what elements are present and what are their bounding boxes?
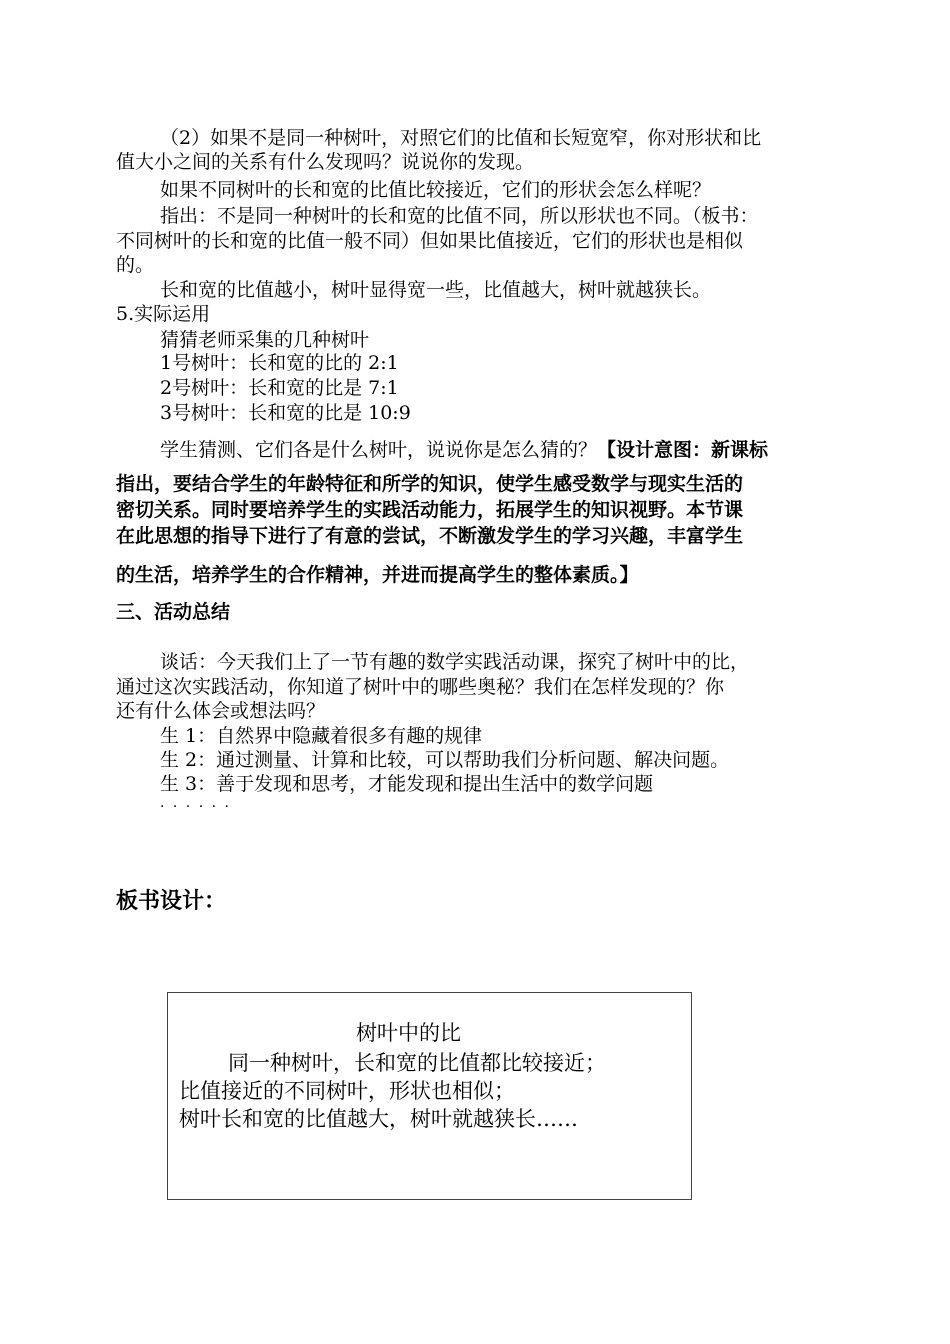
section-5-title: 5.实际运用 [116, 303, 211, 325]
talk-line-2: 通过这次实践活动，你知道了树叶中的哪些奥秘？我们在怎样发现的？你 [116, 676, 725, 698]
question-2-line-2: 值大小之间的关系有什么发现吗？说说你的发现。 [116, 151, 535, 173]
question-3: 如果不同树叶的长和宽的比值比较接近，它们的形状会怎么样呢？ [160, 179, 712, 201]
leaf-item-2: 2号树叶：长和宽的比是 7:1 [160, 377, 399, 399]
design-intent-start: 【设计意图：新课标 [597, 439, 769, 461]
design-intent-line-4: 的生活，培养学生的合作精神，并进而提高学生的整体素质。】 [116, 564, 639, 586]
section-summary-title: 三、活动总结 [116, 601, 231, 623]
board-design-heading: 板书设计： [116, 889, 227, 914]
leaf-item-1: 1号树叶：长和宽的比的 2:1 [160, 352, 399, 374]
board-line-2: 比值接近的不同树叶，形状也相似； [179, 1079, 515, 1103]
design-intent-line-3: 在此思想的指导下进行了有意的尝试，不断激发学生的学习兴趣，丰富学生 [116, 525, 744, 547]
point-out-line-1: 指出：不是同一种树叶的长和宽的比值不同，所以形状也不同。（板书： [160, 205, 759, 227]
board-line-1: 同一种树叶，长和宽的比值都比较接近； [228, 1051, 606, 1075]
student-guess-text: 学生猜测、它们各是什么树叶，说说你是怎么猜的？ [160, 439, 598, 461]
student-guess-line [160, 438, 768, 462]
board-line-3: 树叶长和宽的比值越大，树叶就越狭长…… [179, 1107, 578, 1131]
talk-line-1: 谈话：今天我们上了一节有趣的数学实践活动课，探究了树叶中的比， [160, 651, 750, 673]
design-intent-line-1: 指出，要结合学生的年龄特征和所学的知识，使学生感受数学与现实生活的 [116, 473, 744, 495]
point-out-line-2: 不同树叶的长和宽的比值一般不同）但如果比值接近，它们的形状也是相似 [116, 230, 744, 252]
conclusion-text: 长和宽的比值越小，树叶显得宽一些，比值越大，树叶就越狭长。 [160, 279, 712, 301]
guess-intro: 猜猜老师采集的几种树叶 [160, 329, 370, 351]
question-2-line-1: （2）如果不是同一种树叶，对照它们的比值和长短宽窄，你对形状和比 [160, 127, 762, 149]
talk-line-3: 还有什么体会或想法吗？ [116, 700, 326, 722]
board-design-box [167, 992, 692, 1200]
point-out-line-3: 的。 [116, 254, 155, 276]
student-answer-1: 生 1：自然界中隐藏着很多有趣的规律 [160, 725, 483, 747]
ellipsis-dots: · · · · · · [160, 799, 231, 815]
design-intent-line-2: 密切关系。同时要培养学生的实践活动能力，拓展学生的知识视野。本节课 [116, 499, 744, 521]
leaf-item-3: 3号树叶：长和宽的比是 10:9 [160, 402, 411, 424]
student-answer-2: 生 2：通过测量、计算和比较，可以帮助我们分析问题、解决问题。 [160, 749, 730, 771]
student-answer-3: 生 3：善于发现和思考，才能发现和提出生活中的数学问题 [160, 773, 654, 795]
board-title: 树叶中的比 [356, 1021, 461, 1045]
